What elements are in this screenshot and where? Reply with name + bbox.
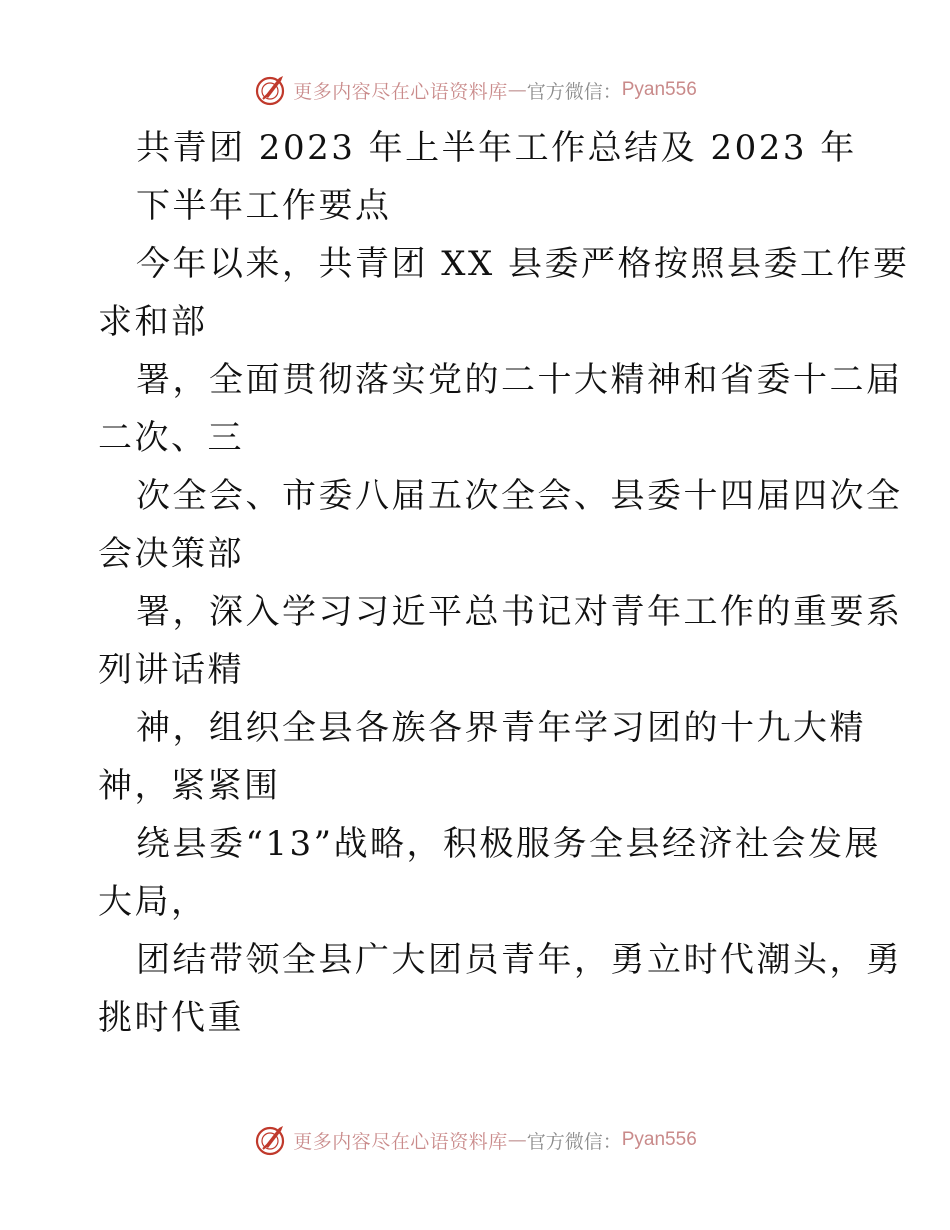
body-line: 二次、三 xyxy=(98,418,244,458)
body-line: 今年以来，共青团 XX 县委严格按照县委工作要 xyxy=(136,244,910,284)
body-line: 神，紧紧围 xyxy=(98,766,281,806)
body-line: 署，深入学习习近平总书记对青年工作的重要系 xyxy=(136,592,903,632)
body-line: 团结带领全县广大团员青年，勇立时代潮头，勇 xyxy=(136,940,903,980)
body-line: 列讲话精 xyxy=(98,650,244,690)
footer-banner xyxy=(0,1122,950,1158)
body-line: 次全会、市委八届五次全会、县委十四届四次全 xyxy=(136,476,903,516)
header-banner xyxy=(0,72,950,108)
document-title-line-2: 下半年工作要点 xyxy=(136,186,392,226)
banner-separator: — xyxy=(507,1129,527,1151)
site-name-text: 更多内容尽在心语资料库 xyxy=(293,80,508,103)
body-line: 神，组织全县各族各界青年学习团的十九大精 xyxy=(136,708,866,748)
body-line: 会决策部 xyxy=(98,534,244,574)
body-line: 绕县委“13”战略，积极服务全县经济社会发展 xyxy=(136,824,882,864)
site-name-text: 更多内容尽在心语资料库 xyxy=(293,1130,508,1153)
body-line: 挑时代重 xyxy=(98,998,244,1038)
body-line: 大局， xyxy=(98,882,208,922)
body-line: 署，全面贯彻落实党的二十大精神和省委十二届 xyxy=(136,360,903,400)
body-line: 求和部 xyxy=(98,302,208,342)
wechat-label: 官方微信： xyxy=(526,80,622,103)
wechat-label: 官方微信： xyxy=(526,1130,622,1153)
quill-pen-logo-icon xyxy=(253,1122,289,1158)
document-title-line-1: 共青团 2023 年上半年工作总结及 2023 年 xyxy=(136,128,857,168)
wechat-id: Pyan556 xyxy=(621,79,697,100)
banner-separator: — xyxy=(507,79,527,101)
quill-pen-logo-icon xyxy=(253,72,289,108)
wechat-id: Pyan556 xyxy=(621,1129,697,1150)
